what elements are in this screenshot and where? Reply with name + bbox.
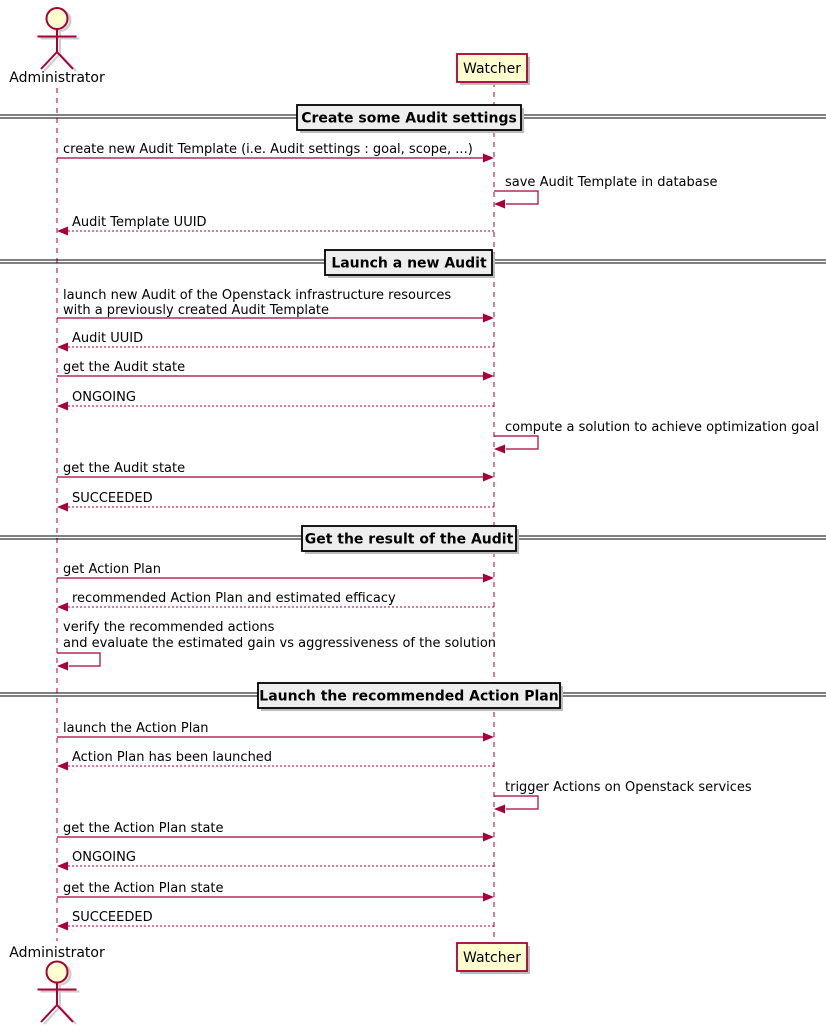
arrowhead-icon [57, 662, 68, 671]
message-audit-template-uuid [57, 215, 494, 236]
administrator-label-top: Administrator [9, 70, 105, 86]
arrowhead-icon [483, 893, 494, 902]
arrowhead-icon [494, 445, 505, 454]
message-create-audit-template [57, 142, 494, 163]
watcher-participant-top [457, 54, 530, 85]
message-launch-action-plan [57, 721, 494, 742]
message-label: get the Action Plan state [63, 821, 224, 836]
divider-label: Get the result of the Audit [304, 531, 514, 548]
arrowhead-icon [494, 805, 505, 814]
message-ongoing-2 [57, 850, 494, 871]
message-label: ONGOING [72, 850, 136, 865]
message-get-audit-state-1 [57, 360, 494, 381]
divider-launch-new-audit [0, 250, 826, 278]
administrator-actor-bottom [9, 945, 105, 1024]
message-label: recommended Action Plan and estimated efficacy [72, 591, 396, 606]
arrowhead-icon [57, 503, 68, 512]
message-label-line1: launch new Audit of the Openstack infrastructure resources [63, 288, 452, 303]
divider-launch-action-plan [0, 683, 826, 711]
message-label: Audit UUID [72, 331, 144, 346]
arrowhead-icon [57, 762, 68, 771]
message-compute-solution [494, 420, 819, 454]
message-action-plan-launched [57, 750, 494, 771]
divider-label: Launch a new Audit [331, 255, 487, 272]
arrowhead-icon [57, 603, 68, 612]
message-audit-uuid [57, 331, 494, 352]
message-label: get the Audit state [63, 360, 186, 375]
arrowhead-icon [57, 343, 68, 352]
message-label: get the Action Plan state [63, 881, 224, 896]
arrowhead-icon [483, 372, 494, 381]
divider-create-audit-settings [0, 105, 826, 133]
arrowhead-icon [57, 227, 68, 236]
message-recommended-action-plan [57, 591, 494, 612]
arrowhead-icon [483, 314, 494, 323]
divider-label: Launch the recommended Action Plan [259, 688, 559, 705]
actor-icon-body [38, 29, 77, 69]
message-label: ONGOING [72, 390, 136, 405]
arrowhead-icon [57, 922, 68, 931]
arrowhead-icon [483, 154, 494, 163]
divider-label: Create some Audit settings [301, 110, 517, 127]
message-get-action-plan-state-1 [57, 821, 494, 842]
administrator-label-bottom: Administrator [9, 945, 105, 961]
arrowhead-icon [494, 200, 505, 209]
message-label-line2: and evaluate the estimated gain vs aggressiveness of the solution [63, 636, 497, 651]
administrator-actor-top [9, 8, 105, 86]
message-save-audit-template [494, 175, 718, 209]
message-label-line1: verify the recommended actions [63, 620, 275, 635]
message-label: Action Plan has been launched [72, 750, 273, 765]
message-label: compute a solution to achieve optimization goal [505, 420, 819, 435]
message-label-line2: with a previously created Audit Template [63, 303, 330, 318]
actor-icon [47, 8, 68, 29]
message-get-action-plan-state-2 [57, 881, 494, 902]
message-trigger-actions [494, 780, 752, 814]
message-label: get Action Plan [63, 562, 161, 577]
message-label: SUCCEEDED [72, 910, 153, 925]
message-succeeded-2 [57, 910, 494, 931]
message-get-audit-state-2 [57, 461, 494, 482]
actor-icon-body [38, 983, 77, 1023]
arrowhead-icon [483, 574, 494, 583]
message-label: get the Audit state [63, 461, 186, 476]
actor-icon [47, 962, 68, 983]
message-label: launch the Action Plan [63, 721, 209, 736]
message-verify-actions [57, 620, 496, 671]
message-ongoing-1 [57, 390, 494, 411]
arrowhead-icon [483, 833, 494, 842]
message-launch-new-audit [57, 288, 494, 323]
watcher-participant-bottom [457, 943, 530, 974]
watcher-label-bottom: Watcher [463, 950, 521, 966]
message-get-action-plan [57, 562, 494, 583]
message-label: create new Audit Template (i.e. Audit settings : goal, scope, ...) [63, 142, 473, 157]
message-label: trigger Actions on Openstack services [505, 780, 752, 795]
message-label: save Audit Template in database [505, 175, 718, 190]
arrowhead-icon [57, 402, 68, 411]
arrowhead-icon [483, 473, 494, 482]
arrowhead-icon [483, 733, 494, 742]
message-label: Audit Template UUID [72, 215, 207, 230]
watcher-label-top: Watcher [463, 61, 521, 77]
divider-get-result [0, 526, 826, 554]
arrowhead-icon [57, 862, 68, 871]
message-label: SUCCEEDED [72, 491, 153, 506]
message-succeeded-1 [57, 491, 494, 512]
